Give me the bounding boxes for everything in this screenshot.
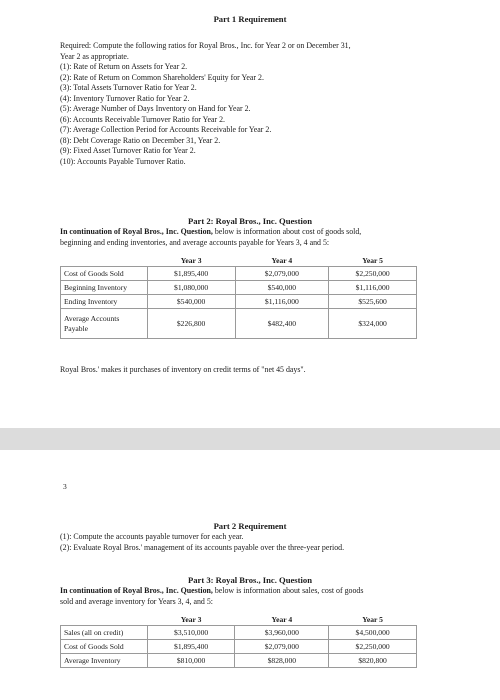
column-header: Year 4 — [271, 256, 293, 265]
row-label: Ending Inventory — [61, 295, 148, 309]
column-header: Year 3 — [180, 615, 202, 624]
ratio-item: (10): Accounts Payable Turnover Ratio. — [60, 156, 186, 166]
part3-intro-rest: below is information about sales, cost of goods — [212, 586, 364, 595]
table-cell: $1,080,000 — [147, 281, 235, 295]
ratio-item: (5): Average Number of Days Inventory on Hand for Year 2. — [60, 104, 251, 113]
ratio-item: (6): Accounts Receivable Turnover Ratio for Year 2. — [60, 114, 226, 124]
table-cell: $2,250,000 — [329, 640, 417, 654]
column-header: Year 5 — [362, 615, 383, 624]
document-page-2 — [0, 450, 500, 700]
part1-title: Part 1 Requirement — [213, 14, 287, 24]
table-cell: $4,500,000 — [329, 626, 417, 640]
table-cell: $540,000 — [147, 295, 235, 309]
table-cell: $525,600 — [329, 295, 417, 309]
table-row — [61, 654, 417, 668]
row-label: Cost of Goods Sold — [61, 267, 148, 281]
column-header: Year 5 — [362, 256, 383, 265]
table-cell: $1,895,400 — [147, 267, 235, 281]
table-cell: $810,000 — [147, 654, 235, 668]
table-cell: $1,116,000 — [235, 295, 329, 309]
table-row — [61, 626, 417, 640]
table-cell: $1,116,000 — [329, 281, 417, 295]
table-cell: $2,079,000 — [235, 640, 329, 654]
part3-intro — [60, 586, 485, 607]
required-line-2: Year 2 as appropriate. — [60, 51, 129, 61]
table-row — [61, 309, 417, 339]
table-cell: $3,510,000 — [147, 626, 235, 640]
ratio-item: (1): Rate of Return on Assets for Year 2. — [60, 62, 188, 71]
part2-requirement-title: Part 2 Requirement — [213, 521, 287, 531]
ratio-item: (9): Fixed Asset Turnover Ratio for Year 2. — [60, 146, 196, 155]
part2-intro-line2: beginning and ending inventories, and average accounts payable for Years 3, 4 and 5: — [60, 237, 330, 247]
table-cell: $820,800 — [329, 654, 417, 668]
requirement-item: (1): Compute the accounts payable turnover for each year. — [60, 532, 244, 541]
table-cell: $540,000 — [235, 281, 329, 295]
row-label-line: Payable — [64, 323, 89, 333]
row-label: Beginning Inventory — [61, 281, 148, 295]
required-statement — [60, 41, 480, 62]
requirement-item: (2): Evaluate Royal Bros.' management of its accounts payable over the three-year period. — [60, 542, 345, 552]
table-cell: $2,079,000 — [235, 267, 329, 281]
ratio-item: (2): Rate of Return on Common Shareholders' Equity for Year 2. — [60, 72, 264, 82]
part2-intro — [60, 227, 485, 248]
table-cell: $324,000 — [329, 309, 417, 339]
page-number: 3 — [63, 482, 67, 491]
table-header-row — [61, 255, 417, 267]
table-cell: $226,800 — [147, 309, 235, 339]
table-header-row — [61, 614, 417, 626]
part2-question-title: Part 2: Royal Bros., Inc. Question — [188, 216, 312, 226]
table-row — [61, 295, 417, 309]
sales-inventory-table — [60, 614, 417, 668]
part2-requirement-list — [60, 532, 485, 553]
part2-intro-bold: In continuation of Royal Bros., Inc. Question, — [60, 227, 213, 236]
credit-terms-note: Royal Bros.' makes it purchases of inventory on credit terms of "net 45 days". — [60, 365, 306, 374]
table-cell: $2,250,000 — [329, 267, 417, 281]
row-label: Average Inventory — [61, 654, 148, 668]
table-cell: $828,000 — [235, 654, 329, 668]
table-row — [61, 640, 417, 654]
required-line-1: Required: Compute the following ratios for Royal Bros., Inc. for Year 2 or on December 31, — [60, 41, 351, 50]
part3-intro-bold: In continuation of Royal Bros., Inc. Question, — [60, 586, 213, 595]
column-header: Year 4 — [271, 615, 293, 624]
part3-intro-line2: sold and average inventory for Years 3, 4, and 5: — [60, 596, 213, 606]
row-label — [61, 309, 148, 339]
row-label-line: Average Accounts — [64, 313, 120, 323]
row-label: Sales (all on credit) — [61, 626, 148, 640]
table-row — [61, 267, 417, 281]
table-cell: $1,895,400 — [147, 640, 235, 654]
ratio-item: (7): Average Collection Period for Accounts Receivable for Year 2. — [60, 125, 272, 134]
row-label: Cost of Goods Sold — [61, 640, 148, 654]
table-row — [61, 281, 417, 295]
column-header: Year 3 — [180, 256, 202, 265]
part3-question-title: Part 3: Royal Bros., Inc. Question — [188, 575, 312, 585]
ratio-item: (3): Total Assets Turnover Ratio for Year 2. — [60, 83, 197, 92]
table-cell: $482,400 — [235, 309, 329, 339]
ratio-item: (4): Inventory Turnover Ratio for Year 2. — [60, 93, 190, 103]
part2-intro-rest: below is information about cost of goods sold, — [212, 227, 362, 236]
ratio-item: (8): Debt Coverage Ratio on December 31, Year 2. — [60, 135, 221, 145]
cogs-inventory-table — [60, 255, 417, 339]
ratio-list — [60, 62, 480, 167]
table-cell: $3,960,000 — [235, 626, 329, 640]
